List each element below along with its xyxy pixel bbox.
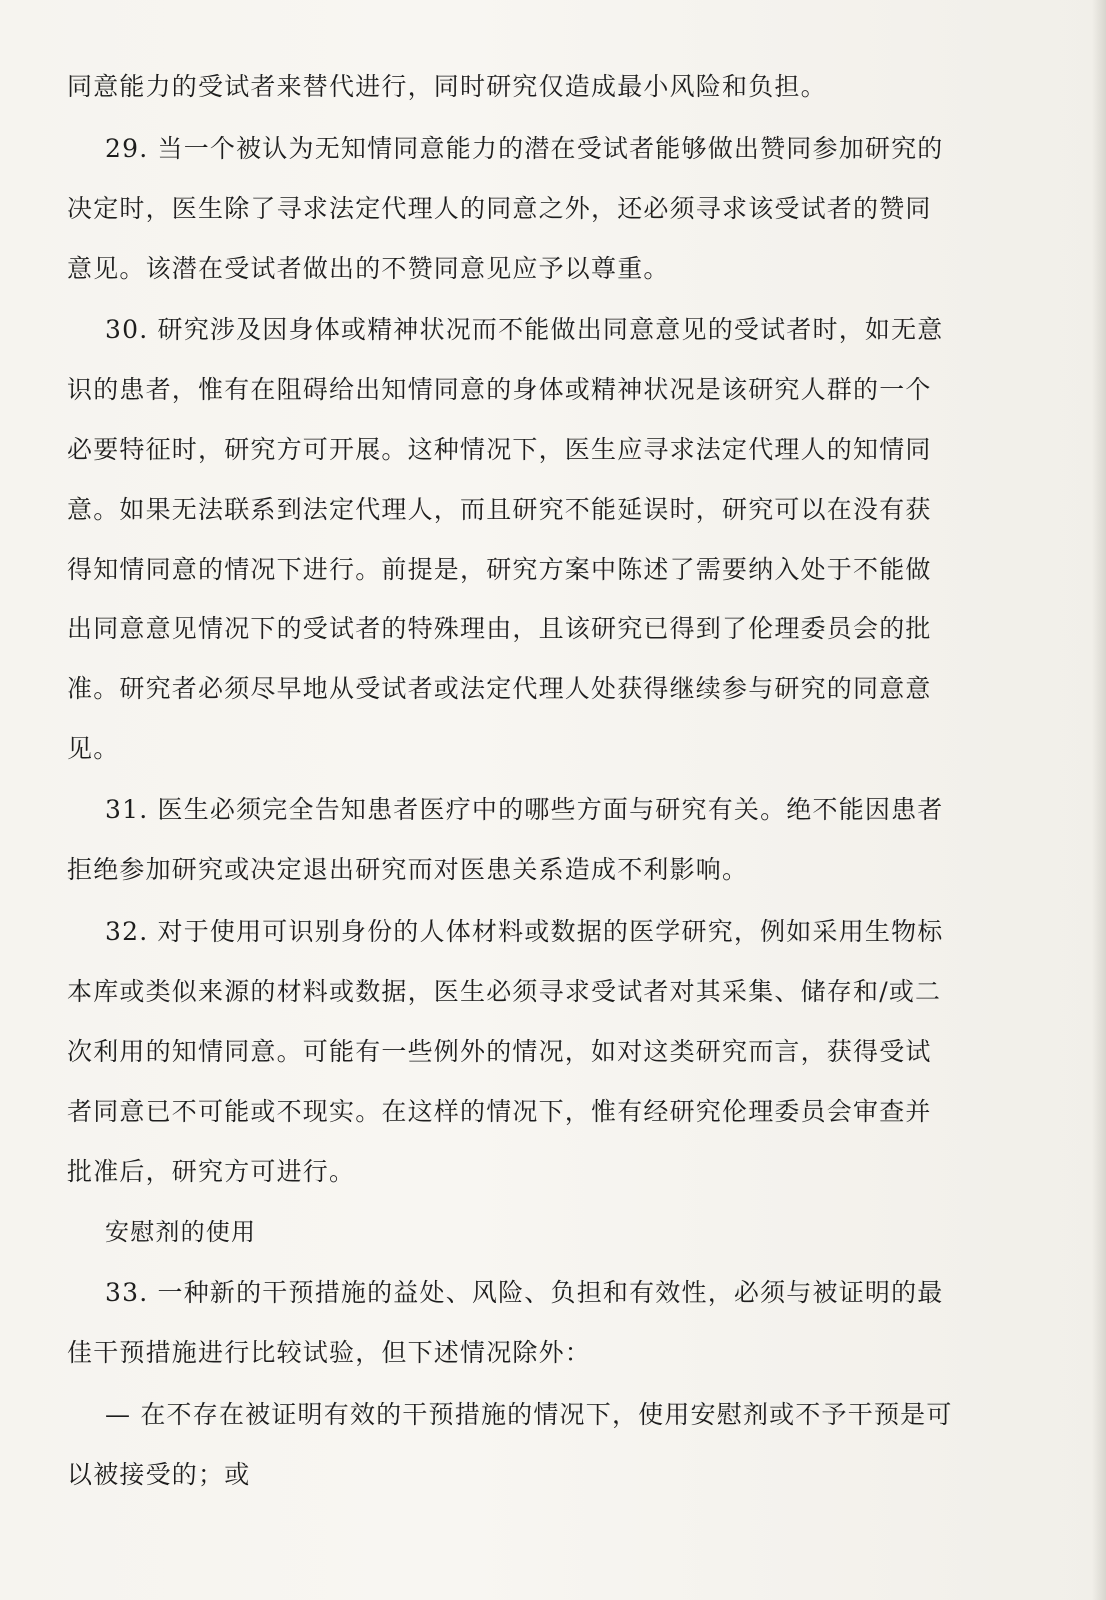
text-line: 识的患者，惟有在阻碍给出知情同意的身体或精神状况是该研究人群的一个 <box>67 375 932 404</box>
text-line: 意见。该潜在受试者做出的不赞同意见应予以尊重。 <box>67 254 670 283</box>
text-line: 批准后，研究方可进行。 <box>67 1157 356 1186</box>
text-line: 以被接受的；或 <box>67 1460 251 1489</box>
article-30-first-line: 30. 研究涉及因身体或精神状况而不能做出同意意见的受试者时，如无意 <box>105 315 944 344</box>
article-31-first-line: 31. 医生必须完全告知患者医疗中的哪些方面与研究有关。绝不能因患者 <box>105 795 944 824</box>
dash-list-item: — 在不存在被证明有效的干预措施的情况下，使用安慰剂或不予干预是可 <box>105 1400 953 1429</box>
text-line: 决定时，医生除了寻求法定代理人的同意之外，还必须寻求该受试者的赞同 <box>67 194 932 223</box>
text-line: 本库或类似来源的材料或数据，医生必须寻求受试者对其采集、储存和/或二 <box>67 977 942 1006</box>
article-33-first-line: 33. 一种新的干预措施的益处、风险、负担和有效性，必须与被证明的最 <box>105 1278 944 1307</box>
text-line: 佳干预措施进行比较试验，但下述情况除外： <box>67 1338 592 1367</box>
text-line: 必要特征时，研究方可开展。这种情况下，医生应寻求法定代理人的知情同 <box>67 435 932 464</box>
text-line: 者同意已不可能或不现实。在这样的情况下，惟有经研究伦理委员会审查并 <box>67 1097 932 1126</box>
article-29-first-line: 29. 当一个被认为无知情同意能力的潜在受试者能够做出赞同参加研究的 <box>105 134 944 163</box>
section-heading: 安慰剂的使用 <box>105 1218 257 1246</box>
text-line: 出同意意见情况下的受试者的特殊理由，且该研究已得到了伦理委员会的批 <box>67 614 932 643</box>
text-line: 次利用的知情同意。可能有一些例外的情况，如对这类研究而言，获得受试 <box>67 1037 932 1066</box>
text-line: 意。如果无法联系到法定代理人，而且研究不能延误时，研究可以在没有获 <box>67 495 932 524</box>
text-line: 得知情同意的情况下进行。前提是，研究方案中陈述了需要纳入处于不能做 <box>67 555 932 584</box>
scan-edge-shadow <box>1092 0 1106 1600</box>
text-line: 拒绝参加研究或决定退出研究而对医患关系造成不利影响。 <box>67 855 749 884</box>
text-line: 准。研究者必须尽早地从受试者或法定代理人处获得继续参与研究的同意意 <box>67 674 932 703</box>
text-line: 同意能力的受试者来替代进行，同时研究仅造成最小风险和负担。 <box>67 72 827 101</box>
article-32-first-line: 32. 对于使用可识别身份的人体材料或数据的医学研究，例如采用生物标 <box>105 917 944 946</box>
text-line: 见。 <box>67 734 120 763</box>
